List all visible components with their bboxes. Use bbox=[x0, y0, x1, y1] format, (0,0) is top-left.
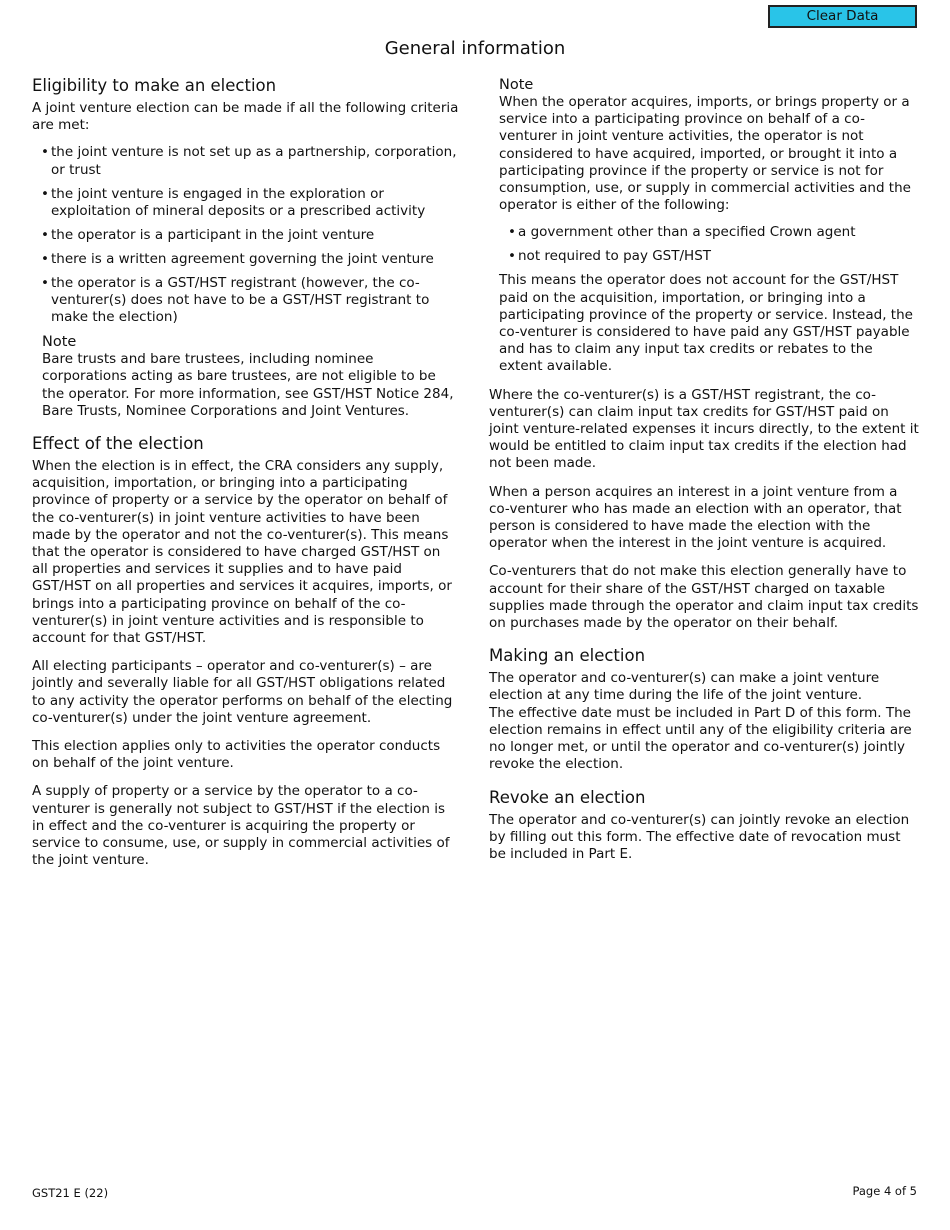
list-item: • not required to pay GST/HST bbox=[508, 248, 919, 265]
making-election-paragraph-1: The operator and co-venturer(s) can make a joint venture election at any time during the life of the joint venture. bbox=[489, 670, 880, 704]
operator-note bbox=[499, 76, 919, 376]
revoke-election-section bbox=[489, 788, 919, 864]
effect-section bbox=[32, 434, 460, 869]
effect-paragraph-4: A supply of property or a service by the operator to a co-venturer is generally not subject to GST/HST if the election is in effect and the co-venturer is acquiring the property or service to consume, use, or supply in commercial activities of the joint venture. bbox=[32, 783, 450, 869]
effect-paragraph-3: This election applies only to activities the operator conducts on behalf of the joint venture. bbox=[32, 738, 441, 772]
making-election-heading: Making an election bbox=[489, 646, 646, 666]
note-text: Bare trusts and bare trustees, including nominee corporations acting as bare trustees, are not eligible to be the operator. For more information, see GST/HST Notice 284, Bare Trusts, Nominee Corporations and Joint Ventures. bbox=[42, 351, 454, 419]
left-column bbox=[32, 76, 460, 870]
effect-paragraph-2: All electing participants – operator and co-venturer(s) – are jointly and severally liable for all GST/HST obligations related to any activity the operator performs on behalf of the electing co-venturer(s) under the joint venture agreement. bbox=[32, 658, 453, 726]
eligibility-criteria-list bbox=[41, 144, 460, 326]
eligibility-note bbox=[42, 333, 460, 420]
list-item: • the joint venture is engaged in the exploration or exploitation of mineral deposits or a prescribed activity bbox=[41, 186, 460, 220]
right-column bbox=[489, 76, 919, 863]
eligibility-heading: Eligibility to make an election bbox=[32, 76, 277, 95]
non-electing-paragraph: Co-venturers that do not make this election generally have to account for their share of the GST/HST charged on taxable supplies made through the operator and claim input tax credits on purchases made by the operator on their behalf. bbox=[489, 563, 919, 632]
list-item: • the joint venture is not set up as a partnership, corporation, or trust bbox=[41, 144, 460, 178]
interest-paragraph: When a person acquires an interest in a joint venture from a co-venturer who has made an election with an operator, that person is considered to have made the election with the operator when the interest in the joint venture is acquired. bbox=[489, 483, 902, 552]
note-text: When the operator acquires, imports, or brings property or a service into a participating province on behalf of a co-venturer in joint venture activities, the operator is not considered to have acquired, imported, or brought it into a participating province if the property or service is not for consumption, use, or supply in commercial activities and the operator is either of the following: bbox=[499, 94, 911, 214]
list-item: • a government other than a specified Crown agent bbox=[508, 224, 919, 241]
effect-paragraph-1: When the election is in effect, the CRA considers any supply, acquisition, importation, or bringing into a participating province of property or a service by the operator on behalf of the co-venturer(s) in joint venture activities to have been made by the operator and not the co-venturer(s). This means that the operator is considered to have charged GST/HST on all properties and services it supplies and to have paid GST/HST on all properties and services it acquires, imports, or brings into a participating province on behalf of the co-venturer(s) in joint venture activities and is responsible to account for that GST/HST. bbox=[32, 458, 452, 647]
clear-data-button[interactable]: Clear Data bbox=[768, 5, 917, 28]
note-title: Note bbox=[499, 77, 534, 93]
eligibility-section bbox=[32, 76, 460, 420]
list-item: • there is a written agreement governing the joint venture bbox=[41, 251, 460, 268]
note-title: Note bbox=[42, 334, 77, 351]
revoke-election-paragraph: The operator and co-venturer(s) can jointly revoke an election by filling out this form. The effective date of revocation must be included in Part E. bbox=[489, 811, 910, 862]
revoke-election-heading: Revoke an election bbox=[489, 787, 646, 807]
making-election-paragraph-2: The effective date must be included in Part D of this form. The election remains in effect until any of the eligibility criteria are no longer met, or until the operator and co-venturer(s) jointly revoke the election. bbox=[489, 704, 912, 773]
eligibility-intro: A joint venture election can be made if all the following criteria are met: bbox=[32, 100, 459, 134]
page-title: General information bbox=[384, 38, 566, 59]
effect-heading: Effect of the election bbox=[32, 434, 204, 454]
page-number: Page 4 of 5 bbox=[852, 1184, 917, 1198]
list-item: • the operator is a participant in the joint venture bbox=[41, 227, 460, 244]
form-identifier: GST21 E (22) bbox=[32, 1186, 109, 1200]
note-followup: This means the operator does not account for the GST/HST paid on the acquisition, importation, or bringing into a participating province of the property or service. Instead, the co-venturer is considered to have paid any GST/HST payable and has to claim any input tax credits or rebates to the extent available. bbox=[499, 272, 913, 375]
list-item: • the operator is a GST/HST registrant (however, the co-venturer(s) does not have to be a GST/HST registrant to make the election) bbox=[41, 275, 460, 327]
registrant-paragraph: Where the co-venturer(s) is a GST/HST registrant, the co-venturer(s) can claim input tax credits for GST/HST paid on joint venture-related expenses it incurs directly, to the extent it would be entitled to claim input tax credits if the election had not been made. bbox=[489, 386, 919, 472]
making-election-section bbox=[489, 646, 919, 773]
operator-note-list bbox=[508, 224, 919, 265]
